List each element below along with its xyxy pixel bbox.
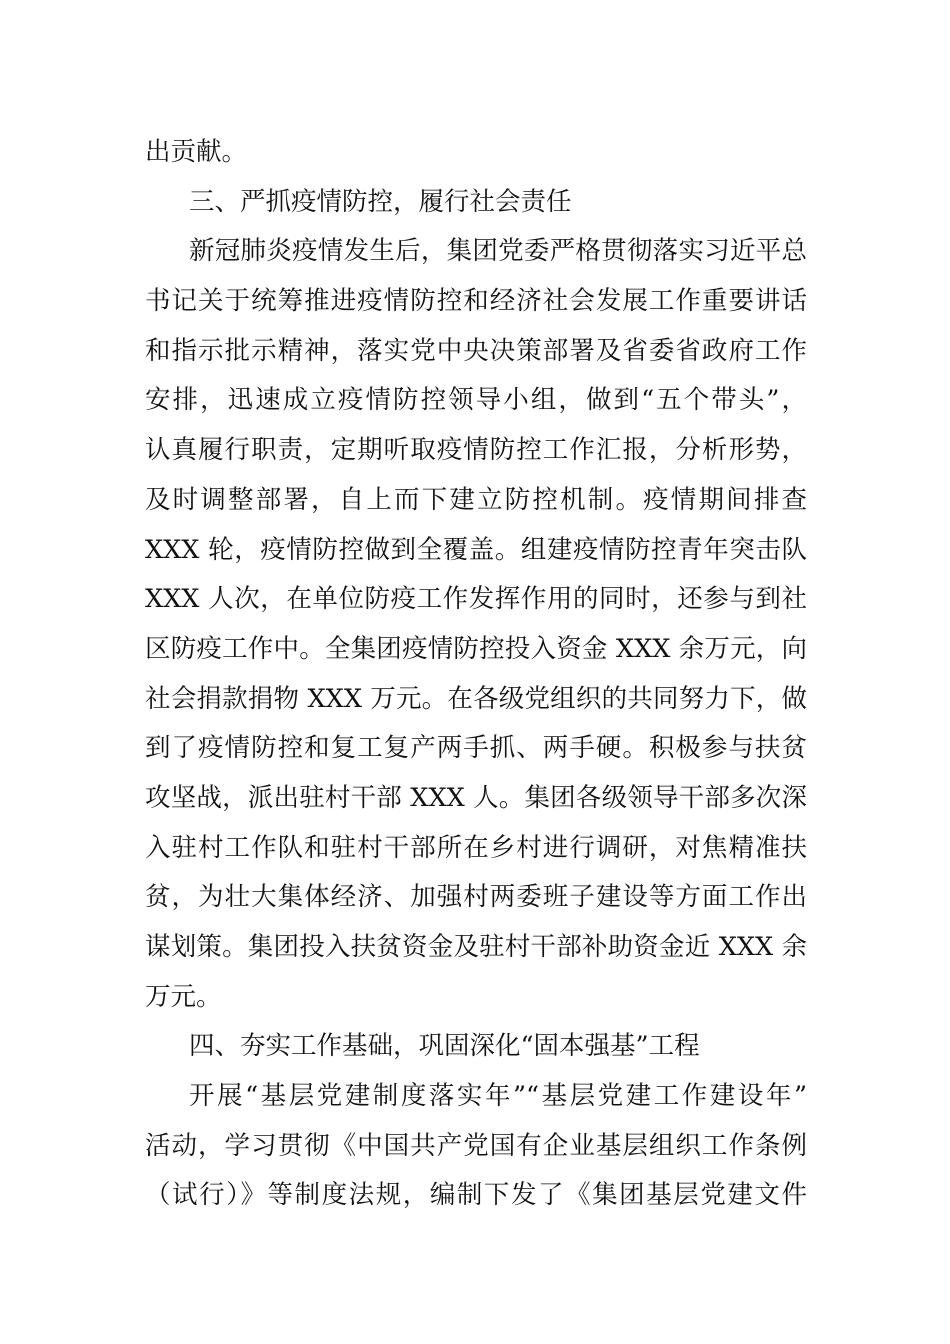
text-line: 开展“基层党建制度落实年”“基层党建工作建设年” bbox=[189, 1081, 807, 1112]
text-line: （试行）》等制度法规，编制下发了《集团基层党建文件 bbox=[145, 1180, 807, 1211]
document-body bbox=[145, 128, 807, 1221]
text-line: 出贡献。 bbox=[145, 137, 248, 167]
text-line: 活动，学习贯彻《中国共产党国有企业基层组织工作条例 bbox=[145, 1130, 807, 1161]
text-line: 到了疫情防控和复工复产两手抓、两手硬。积极参与扶贫 bbox=[145, 733, 807, 764]
text-line: 攻坚战，派出驻村干部 XXX 人。集团各级领导干部多次深 bbox=[145, 782, 807, 813]
text-line: 书记关于统筹推进疫情防控和经济社会发展工作重要讲话 bbox=[145, 286, 807, 317]
text-line: 社会捐款捐物 XXX 万元。在各级党组织的共同努力下，做 bbox=[145, 683, 807, 714]
text-line: XXX 轮，疫情防控做到全覆盖。组建疫情防控青年突击队 bbox=[145, 534, 807, 565]
text-line: 谋划策。集团投入扶贫资金及驻村干部补助资金近 XXX 余 bbox=[145, 932, 807, 962]
text-line: XXX 人次，在单位防疫工作发挥作用的同时，还参与到社 bbox=[145, 584, 807, 615]
text-line: 和指示批示精神，落实党中央决策部署及省委省政府工作 bbox=[145, 335, 807, 366]
text-line: 入驻村工作队和驻村干部所在乡村进行调研，对焦精准扶 bbox=[145, 832, 807, 863]
text-line: 贫，为壮大集体经济、加强村两委班子建设等方面工作出 bbox=[145, 882, 807, 913]
text-line: 万元。 bbox=[145, 981, 222, 1012]
text-line: 区防疫工作中。全集团疫情防控投入资金 XXX 余万元，向 bbox=[145, 633, 807, 664]
text-line: 安排，迅速成立疫情防控领导小组，做到“五个带头”， bbox=[145, 385, 807, 416]
text-line: 及时调整部署，自上而下建立防控机制。疫情期间排查 bbox=[145, 484, 807, 515]
section-heading: 四、夯实工作基础，巩固深化“固本强基”工程 bbox=[189, 1031, 700, 1062]
text-line: 认真履行职责，定期听取疫情防控工作汇报，分析形势， bbox=[145, 435, 807, 466]
text-line: 新冠肺炎疫情发生后，集团党委严格贯彻落实习近平总 bbox=[189, 236, 807, 267]
section-heading: 三、严抓疫情防控，履行社会责任 bbox=[189, 186, 572, 217]
